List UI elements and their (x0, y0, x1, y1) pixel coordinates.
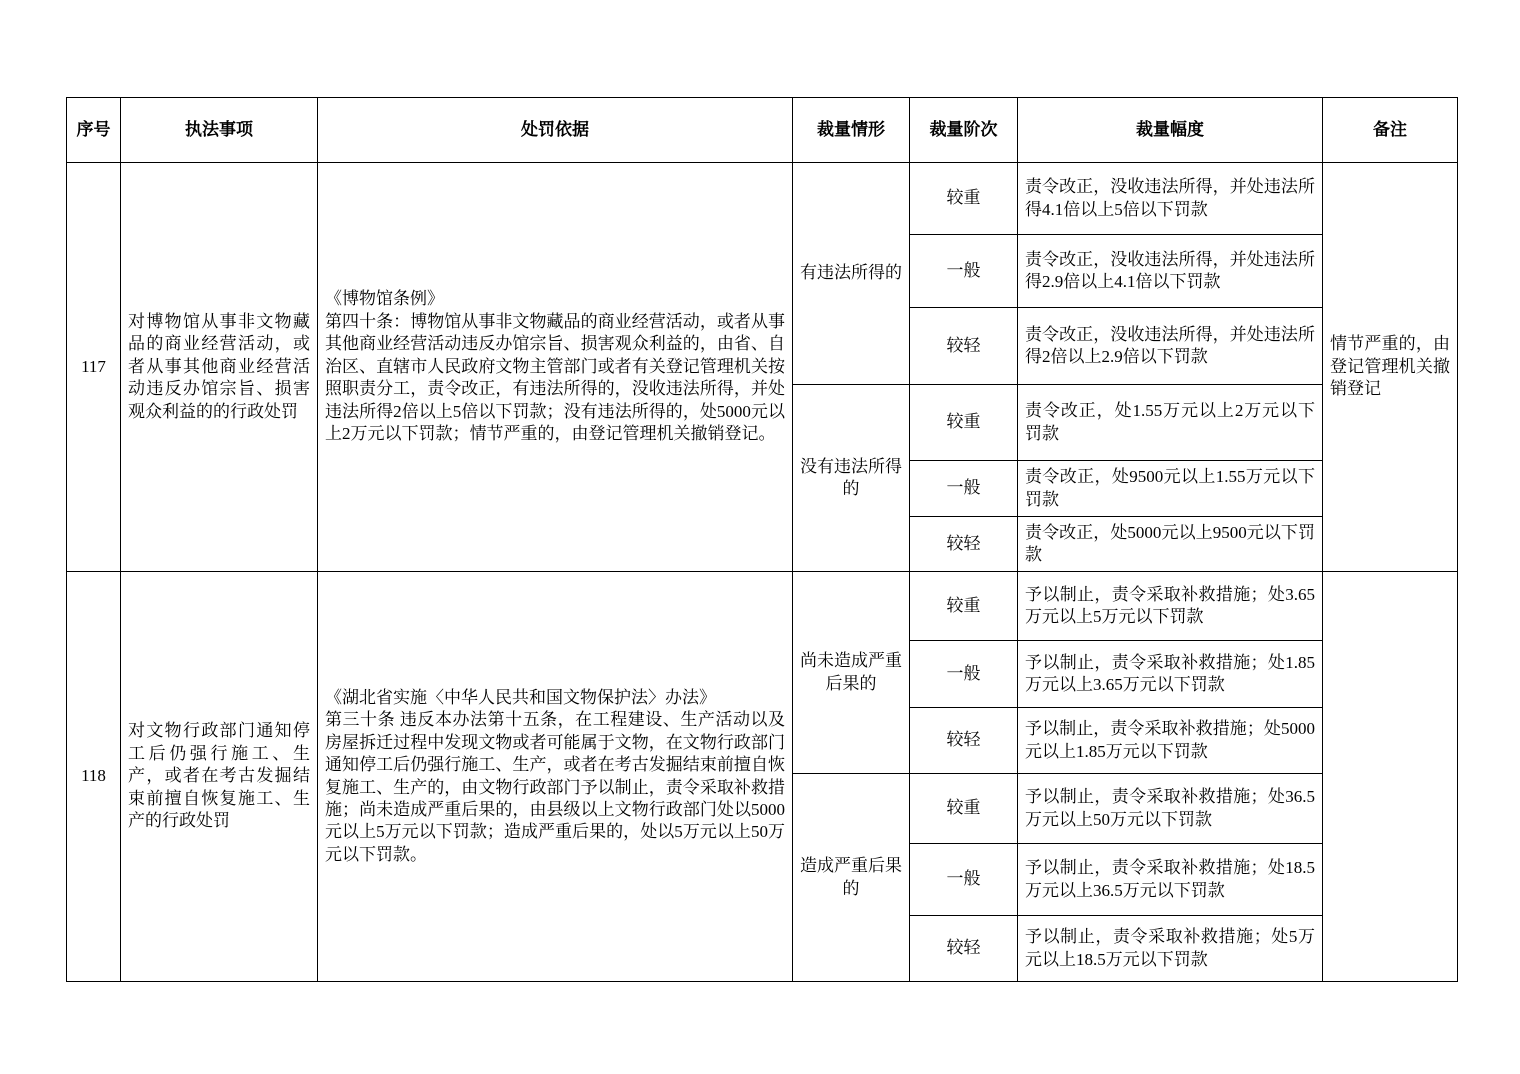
basis-text: 第三十条 违反本办法第十五条，在工程建设、生产活动以及房屋拆迁过程中发现文物或者可能属于文物，在文物行政部门通知停工后仍强行施工、生产，或者在考古发掘结束前擅自恢复施工、生产的，由文物行政部门予以制止，责令采取补救措施；尚未造成严重后果的，由县级以上文物行政部门处以5000元以上5万元以下罚款；造成严重后果的，处以5万元以上50万元以下罚款。 (325, 710, 785, 864)
table-row (67, 572, 1458, 641)
col-header-seq: 序号 (67, 98, 121, 163)
range-cell: 予以制止，责令采取补救措施；处3.65万元以上5万元以下罚款 (1018, 572, 1323, 641)
col-header-basis: 处罚依据 (318, 98, 793, 163)
level-cell: 较重 (910, 385, 1018, 461)
level-cell: 较重 (910, 774, 1018, 844)
seq-cell-117: 117 (67, 163, 121, 572)
level-cell: 一般 (910, 461, 1018, 517)
situation-cell: 没有违法所得的 (793, 385, 910, 572)
level-cell: 较重 (910, 163, 1018, 235)
matter-cell-118: 对文物行政部门通知停工后仍强行施工、生产，或者在考古发掘结束前擅自恢复施工、生产的行政处罚 (121, 572, 318, 982)
situation-cell: 尚未造成严重后果的 (793, 572, 910, 774)
level-cell: 一般 (910, 844, 1018, 916)
range-cell: 责令改正，没收违法所得，并处违法所得2.9倍以上4.1倍以下罚款 (1018, 235, 1323, 308)
level-cell: 较轻 (910, 517, 1018, 572)
situation-cell: 有违法所得的 (793, 163, 910, 385)
table-header-row (67, 98, 1458, 163)
col-header-remark: 备注 (1323, 98, 1458, 163)
range-cell: 责令改正，处1.55万元以上2万元以下罚款 (1018, 385, 1323, 461)
basis-cell-118 (318, 572, 793, 982)
basis-cell-117 (318, 163, 793, 572)
level-cell: 较重 (910, 572, 1018, 641)
basis-title: 《博物馆条例》 (325, 289, 444, 309)
level-cell: 较轻 (910, 916, 1018, 982)
level-cell: 一般 (910, 641, 1018, 708)
range-cell: 予以制止，责令采取补救措施；处1.85万元以上3.65万元以下罚款 (1018, 641, 1323, 708)
col-header-level: 裁量阶次 (910, 98, 1018, 163)
range-cell: 予以制止，责令采取补救措施；处5万元以上18.5万元以下罚款 (1018, 916, 1323, 982)
range-cell: 予以制止，责令采取补救措施；处5000元以上1.85万元以下罚款 (1018, 708, 1323, 774)
remark-cell-118 (1323, 572, 1458, 982)
matter-cell-117: 对博物馆从事非文物藏品的商业经营活动，或者从事其他商业经营活动违反办馆宗旨、损害观众利益的的行政处罚 (121, 163, 318, 572)
col-header-range: 裁量幅度 (1018, 98, 1323, 163)
range-cell: 责令改正，处9500元以上1.55万元以下罚款 (1018, 461, 1323, 517)
table-row (67, 163, 1458, 235)
level-cell: 一般 (910, 235, 1018, 308)
document-page (66, 97, 1458, 982)
col-header-matter: 执法事项 (121, 98, 318, 163)
range-cell: 责令改正，处5000元以上9500元以下罚款 (1018, 517, 1323, 572)
penalty-discretion-table (66, 97, 1458, 982)
basis-title: 《湖北省实施〈中华人民共和国文物保护法〉办法》 (325, 687, 716, 707)
range-cell: 责令改正，没收违法所得，并处违法所得2倍以上2.9倍以下罚款 (1018, 308, 1323, 385)
level-cell: 较轻 (910, 708, 1018, 774)
remark-cell-117: 情节严重的，由登记管理机关撤销登记 (1323, 163, 1458, 572)
situation-cell: 造成严重后果的 (793, 774, 910, 982)
col-header-situation: 裁量情形 (793, 98, 910, 163)
range-cell: 责令改正，没收违法所得，并处违法所得4.1倍以上5倍以下罚款 (1018, 163, 1323, 235)
range-cell: 予以制止，责令采取补救措施；处18.5万元以上36.5万元以下罚款 (1018, 844, 1323, 916)
range-cell: 予以制止，责令采取补救措施；处36.5万元以上50万元以下罚款 (1018, 774, 1323, 844)
basis-text: 第四十条：博物馆从事非文物藏品的商业经营活动，或者从事其他商业经营活动违反办馆宗旨、损害观众利益的，由省、自治区、直辖市人民政府文物主管部门或者有关登记管理机关按照职责分工，责令改正，有违法所得的，没收违法所得，并处违法所得2倍以上5倍以下罚款；没有违法所得的，处5000元以上2万元以下罚款；情节严重的，由登记管理机关撤销登记。 (325, 311, 785, 444)
seq-cell-118: 118 (67, 572, 121, 982)
level-cell: 较轻 (910, 308, 1018, 385)
